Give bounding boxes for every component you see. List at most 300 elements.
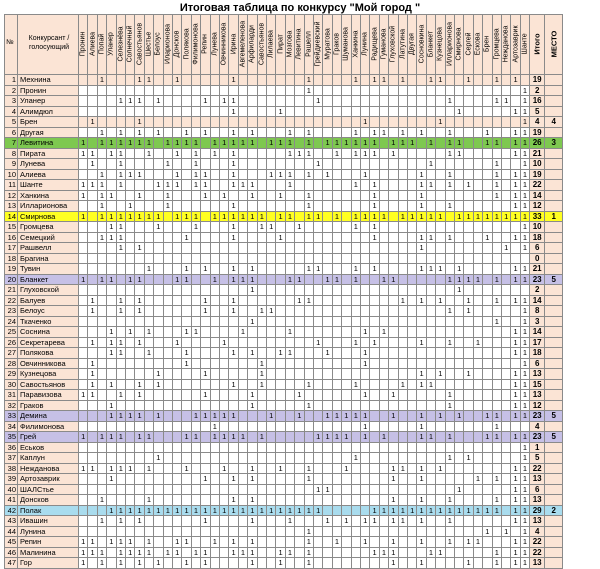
- vote-cell: [286, 75, 295, 86]
- vote-cell: [164, 96, 173, 107]
- vote-cell: [474, 75, 483, 86]
- vote-cell: 1: [229, 159, 238, 170]
- vote-cell: [211, 180, 220, 191]
- vote-cell: [154, 474, 163, 485]
- vote-cell: [88, 128, 97, 139]
- vote-cell: 1: [305, 527, 314, 538]
- vote-cell: [239, 296, 248, 307]
- vote-cell: [389, 359, 398, 370]
- vote-cell: 1: [154, 411, 163, 422]
- vote-cell: 1: [436, 506, 445, 517]
- header-voter-label: Брен: [483, 35, 491, 53]
- vote-cell: [323, 96, 332, 107]
- vote-cell: [389, 443, 398, 454]
- vote-cell: [342, 527, 351, 538]
- vote-cell: 1: [239, 432, 248, 443]
- vote-cell: [220, 75, 229, 86]
- header-voter: [98, 14, 107, 75]
- vote-cell: 1: [107, 411, 116, 422]
- vote-cell: 1: [276, 348, 285, 359]
- header-voter: [493, 14, 502, 75]
- vote-cell: [436, 380, 445, 391]
- vote-cell: 1: [201, 506, 210, 517]
- vote-cell: [126, 348, 135, 359]
- vote-cell: [164, 306, 173, 317]
- contestant-name: Другая: [18, 128, 79, 139]
- vote-cell: [88, 495, 97, 506]
- vote-cell: [248, 75, 257, 86]
- vote-cell: 1: [446, 233, 455, 244]
- vote-cell: [342, 338, 351, 349]
- vote-cell: 1: [493, 96, 502, 107]
- vote-cell: [164, 495, 173, 506]
- row-place: [545, 338, 563, 349]
- vote-cell: [333, 285, 342, 296]
- vote-cell: [474, 159, 483, 170]
- vote-cell: [314, 411, 323, 422]
- vote-cell: 1: [455, 212, 464, 223]
- row-place: [545, 149, 563, 160]
- vote-cell: 1: [107, 474, 116, 485]
- vote-cell: 1: [521, 516, 530, 527]
- vote-cell: [408, 191, 417, 202]
- header-voter-label: Полякова: [183, 28, 191, 60]
- vote-cell: [79, 327, 88, 338]
- vote-cell: [333, 401, 342, 412]
- vote-cell: 1: [201, 264, 210, 275]
- vote-cell: [295, 464, 304, 475]
- vote-cell: [389, 170, 398, 181]
- vote-cell: [342, 369, 351, 380]
- vote-cell: [389, 338, 398, 349]
- vote-cell: 1: [493, 317, 502, 328]
- vote-cell: [455, 233, 464, 244]
- contestant-name: Нежданова: [18, 464, 79, 475]
- vote-cell: [239, 537, 248, 548]
- vote-cell: [361, 317, 370, 328]
- vote-cell: [427, 86, 436, 97]
- vote-cell: 1: [248, 128, 257, 139]
- vote-cell: 1: [389, 474, 398, 485]
- vote-cell: [173, 159, 182, 170]
- vote-cell: 1: [511, 338, 520, 349]
- vote-cell: [192, 369, 201, 380]
- vote-cell: 1: [126, 170, 135, 181]
- vote-cell: 1: [173, 275, 182, 286]
- vote-cell: 1: [399, 128, 408, 139]
- vote-cell: 1: [135, 338, 144, 349]
- vote-cell: [295, 170, 304, 181]
- header-voter-label: Ханкина: [352, 30, 360, 58]
- vote-cell: [211, 369, 220, 380]
- vote-cell: [446, 285, 455, 296]
- vote-cell: [276, 201, 285, 212]
- vote-cell: [399, 338, 408, 349]
- vote-cell: [258, 317, 267, 328]
- vote-cell: [493, 306, 502, 317]
- vote-cell: [258, 527, 267, 538]
- vote-cell: [117, 495, 126, 506]
- vote-cell: [164, 170, 173, 181]
- vote-cell: [79, 243, 88, 254]
- vote-cell: [323, 443, 332, 454]
- vote-cell: 1: [361, 359, 370, 370]
- vote-cell: 1: [98, 275, 107, 286]
- vote-cell: [220, 149, 229, 160]
- vote-cell: [502, 170, 511, 181]
- header-place: [545, 14, 563, 75]
- header-voter: [295, 14, 304, 75]
- vote-cell: 1: [98, 558, 107, 569]
- header-voter: [305, 14, 314, 75]
- vote-cell: [361, 222, 370, 233]
- vote-cell: [464, 464, 473, 475]
- vote-cell: [380, 86, 389, 97]
- vote-cell: 1: [98, 75, 107, 86]
- vote-cell: [276, 401, 285, 412]
- vote-cell: [145, 233, 154, 244]
- vote-cell: [474, 516, 483, 527]
- row-total: 3: [530, 317, 545, 328]
- vote-cell: 1: [173, 537, 182, 548]
- vote-cell: [154, 75, 163, 86]
- vote-cell: [483, 495, 492, 506]
- vote-cell: 1: [521, 222, 530, 233]
- vote-cell: 1: [220, 464, 229, 475]
- vote-cell: [145, 159, 154, 170]
- vote-cell: [295, 348, 304, 359]
- vote-cell: [314, 390, 323, 401]
- vote-cell: [464, 107, 473, 118]
- vote-cell: [276, 254, 285, 265]
- vote-cell: [323, 474, 332, 485]
- vote-cell: [145, 401, 154, 412]
- vote-cell: [408, 96, 417, 107]
- vote-cell: [98, 348, 107, 359]
- vote-cell: [474, 359, 483, 370]
- vote-cell: [474, 401, 483, 412]
- row-number: 44: [4, 527, 18, 538]
- row-total: 22: [530, 548, 545, 559]
- vote-cell: [483, 243, 492, 254]
- vote-cell: [267, 327, 276, 338]
- vote-cell: [352, 464, 361, 475]
- row-place: [545, 527, 563, 538]
- row-total: 10: [530, 222, 545, 233]
- vote-cell: 1: [182, 138, 191, 149]
- vote-cell: [201, 327, 210, 338]
- vote-cell: 1: [173, 506, 182, 517]
- vote-cell: 1: [229, 548, 238, 559]
- vote-cell: [342, 495, 351, 506]
- vote-cell: [436, 453, 445, 464]
- vote-cell: [295, 243, 304, 254]
- vote-cell: [502, 264, 511, 275]
- row-total: 18: [530, 348, 545, 359]
- row-place: [545, 201, 563, 212]
- vote-cell: [154, 233, 163, 244]
- vote-cell: [154, 348, 163, 359]
- vote-cell: [88, 201, 97, 212]
- vote-cell: 1: [117, 411, 126, 422]
- vote-cell: [370, 411, 379, 422]
- vote-cell: 1: [511, 506, 520, 517]
- vote-cell: [145, 369, 154, 380]
- vote-cell: 1: [314, 485, 323, 496]
- vote-cell: [286, 201, 295, 212]
- vote-cell: 1: [192, 170, 201, 181]
- vote-cell: [135, 359, 144, 370]
- header-voter: [286, 14, 295, 75]
- vote-cell: 1: [380, 75, 389, 86]
- vote-cell: [511, 96, 520, 107]
- vote-cell: 1: [455, 138, 464, 149]
- vote-cell: 1: [117, 96, 126, 107]
- vote-cell: 1: [211, 422, 220, 433]
- vote-cell: [276, 327, 285, 338]
- vote-cell: 1: [436, 264, 445, 275]
- vote-cell: [286, 233, 295, 244]
- vote-cell: [389, 86, 398, 97]
- vote-cell: [192, 96, 201, 107]
- vote-cell: 1: [154, 453, 163, 464]
- vote-cell: 1: [276, 464, 285, 475]
- vote-cell: [286, 422, 295, 433]
- vote-cell: 1: [483, 411, 492, 422]
- vote-cell: [502, 107, 511, 118]
- vote-cell: [117, 254, 126, 265]
- vote-cell: [79, 254, 88, 265]
- vote-cell: [483, 191, 492, 202]
- vote-cell: [98, 401, 107, 412]
- header-voter-label: Филимонова: [192, 23, 200, 65]
- vote-cell: [464, 170, 473, 181]
- vote-cell: [342, 317, 351, 328]
- vote-cell: [211, 495, 220, 506]
- vote-cell: [502, 359, 511, 370]
- vote-cell: 1: [521, 138, 530, 149]
- row-number: 10: [4, 170, 18, 181]
- row-number: 29: [4, 369, 18, 380]
- vote-cell: [305, 327, 314, 338]
- vote-cell: 1: [79, 390, 88, 401]
- vote-cell: 1: [267, 170, 276, 181]
- vote-cell: [164, 128, 173, 139]
- vote-cell: 1: [521, 359, 530, 370]
- vote-cell: 1: [201, 128, 210, 139]
- vote-cell: 1: [258, 222, 267, 233]
- vote-cell: [295, 75, 304, 86]
- vote-cell: 1: [117, 338, 126, 349]
- vote-cell: 1: [417, 201, 426, 212]
- vote-cell: [436, 170, 445, 181]
- vote-cell: 1: [493, 495, 502, 506]
- vote-cell: 1: [145, 138, 154, 149]
- vote-cell: [380, 96, 389, 107]
- vote-cell: [98, 537, 107, 548]
- vote-cell: [211, 380, 220, 391]
- vote-cell: [201, 401, 210, 412]
- vote-cell: [408, 254, 417, 265]
- vote-cell: [408, 464, 417, 475]
- vote-cell: [427, 401, 436, 412]
- vote-cell: 1: [248, 317, 257, 328]
- vote-cell: [267, 317, 276, 328]
- vote-cell: [408, 443, 417, 454]
- vote-cell: [352, 254, 361, 265]
- vote-cell: 1: [126, 138, 135, 149]
- vote-cell: [286, 453, 295, 464]
- vote-cell: 1: [399, 506, 408, 517]
- vote-cell: [135, 107, 144, 118]
- vote-cell: [88, 243, 97, 254]
- row-total: 22: [530, 180, 545, 191]
- vote-cell: 1: [521, 191, 530, 202]
- vote-cell: 1: [164, 548, 173, 559]
- vote-cell: [79, 359, 88, 370]
- vote-cell: 1: [135, 170, 144, 181]
- vote-cell: [323, 75, 332, 86]
- vote-cell: [98, 285, 107, 296]
- vote-cell: 1: [380, 432, 389, 443]
- vote-cell: [173, 254, 182, 265]
- vote-cell: [182, 443, 191, 454]
- vote-cell: [286, 338, 295, 349]
- vote-cell: [211, 548, 220, 559]
- vote-cell: [98, 485, 107, 496]
- vote-cell: [182, 306, 191, 317]
- vote-cell: [88, 107, 97, 118]
- vote-cell: 1: [370, 138, 379, 149]
- header-voter: [361, 14, 370, 75]
- vote-cell: [408, 422, 417, 433]
- vote-cell: [267, 380, 276, 391]
- vote-cell: [295, 96, 304, 107]
- vote-cell: [305, 359, 314, 370]
- vote-cell: [352, 306, 361, 317]
- vote-cell: [427, 474, 436, 485]
- vote-cell: [361, 443, 370, 454]
- vote-cell: [182, 86, 191, 97]
- vote-cell: 1: [173, 548, 182, 559]
- vote-cell: [493, 107, 502, 118]
- vote-cell: [211, 159, 220, 170]
- vote-cell: 1: [117, 432, 126, 443]
- vote-cell: 1: [229, 201, 238, 212]
- vote-cell: [211, 485, 220, 496]
- vote-cell: [305, 317, 314, 328]
- row-place: [545, 107, 563, 118]
- vote-cell: 1: [361, 537, 370, 548]
- vote-cell: [276, 432, 285, 443]
- vote-cell: 1: [464, 558, 473, 569]
- vote-cell: 1: [201, 369, 210, 380]
- vote-cell: [446, 474, 455, 485]
- vote-cell: [98, 338, 107, 349]
- vote-cell: 1: [417, 296, 426, 307]
- vote-cell: [154, 464, 163, 475]
- vote-cell: [182, 516, 191, 527]
- vote-cell: 1: [521, 411, 530, 422]
- vote-cell: [464, 411, 473, 422]
- vote-cell: [389, 191, 398, 202]
- vote-cell: [314, 401, 323, 412]
- row-total: 13: [530, 390, 545, 401]
- vote-cell: [483, 348, 492, 359]
- vote-cell: [173, 201, 182, 212]
- vote-cell: [370, 296, 379, 307]
- vote-cell: [258, 474, 267, 485]
- vote-cell: [352, 443, 361, 454]
- vote-cell: 1: [88, 369, 97, 380]
- vote-cell: [399, 159, 408, 170]
- vote-cell: 1: [521, 275, 530, 286]
- vote-cell: [436, 443, 445, 454]
- vote-cell: 1: [229, 306, 238, 317]
- vote-cell: [79, 453, 88, 464]
- vote-cell: [267, 254, 276, 265]
- vote-cell: [314, 464, 323, 475]
- vote-cell: [88, 212, 97, 223]
- vote-cell: [211, 75, 220, 86]
- vote-cell: [126, 180, 135, 191]
- vote-cell: [173, 117, 182, 128]
- vote-cell: [79, 443, 88, 454]
- vote-cell: 1: [117, 180, 126, 191]
- vote-cell: [399, 306, 408, 317]
- vote-cell: 1: [182, 464, 191, 475]
- vote-cell: [182, 453, 191, 464]
- vote-cell: [276, 485, 285, 496]
- vote-cell: [427, 306, 436, 317]
- vote-cell: [164, 327, 173, 338]
- vote-cell: [455, 338, 464, 349]
- vote-cell: [220, 348, 229, 359]
- vote-cell: 1: [98, 128, 107, 139]
- row-total: 23: [530, 275, 545, 286]
- row-total: 5: [530, 107, 545, 118]
- vote-cell: 1: [511, 380, 520, 391]
- vote-cell: 1: [295, 411, 304, 422]
- vote-cell: [107, 527, 116, 538]
- vote-cell: 1: [521, 170, 530, 181]
- vote-cell: [258, 149, 267, 160]
- vote-cell: [295, 380, 304, 391]
- vote-cell: [314, 128, 323, 139]
- vote-cell: [408, 264, 417, 275]
- row-number: 30: [4, 380, 18, 391]
- vote-cell: [474, 243, 483, 254]
- vote-cell: 1: [417, 338, 426, 349]
- vote-cell: [192, 254, 201, 265]
- row-place: [545, 254, 563, 265]
- vote-cell: [352, 485, 361, 496]
- vote-cell: [305, 432, 314, 443]
- vote-cell: [342, 212, 351, 223]
- vote-cell: 1: [126, 327, 135, 338]
- header-voter: [267, 14, 276, 75]
- vote-cell: [192, 390, 201, 401]
- vote-cell: [370, 117, 379, 128]
- vote-cell: [408, 306, 417, 317]
- vote-cell: [117, 443, 126, 454]
- row-number: 8: [4, 149, 18, 160]
- row-number: 42: [4, 506, 18, 517]
- vote-cell: [117, 527, 126, 538]
- vote-cell: [474, 285, 483, 296]
- vote-cell: 1: [446, 128, 455, 139]
- vote-cell: [267, 422, 276, 433]
